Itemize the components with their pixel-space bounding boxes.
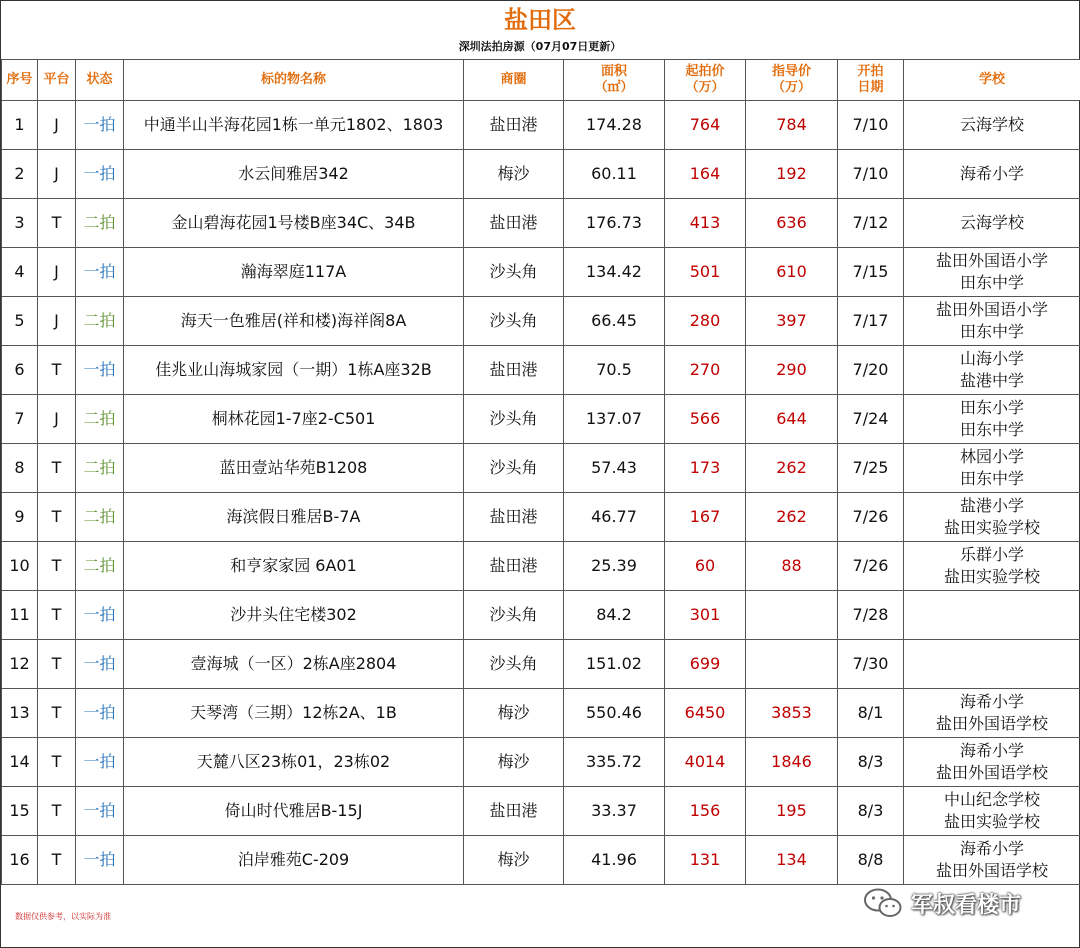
row-zone: 沙头角 bbox=[464, 640, 564, 689]
row-zone: 梅沙 bbox=[464, 150, 564, 199]
row-platform: T bbox=[38, 591, 76, 640]
row-school bbox=[904, 199, 1080, 248]
row-number: 13 bbox=[2, 689, 38, 738]
row-start-price: 280 bbox=[665, 297, 746, 346]
row-number: 7 bbox=[2, 395, 38, 444]
header-zone: 商圈 bbox=[464, 60, 564, 101]
row-platform: T bbox=[38, 346, 76, 395]
row-size: 176.73 bbox=[564, 199, 665, 248]
row-school bbox=[904, 836, 1080, 885]
row-zone: 沙头角 bbox=[464, 248, 564, 297]
table-row bbox=[2, 542, 1080, 591]
row-start-price: 156 bbox=[665, 787, 746, 836]
row-guide-price bbox=[746, 591, 838, 640]
row-guide-price: 784 bbox=[746, 101, 838, 150]
row-date: 7/26 bbox=[838, 493, 904, 542]
row-start-price: 167 bbox=[665, 493, 746, 542]
header-guide-price bbox=[746, 60, 838, 101]
school-primary: 海希小学 bbox=[959, 164, 1024, 183]
row-school bbox=[904, 101, 1080, 150]
row-zone: 盐田港 bbox=[464, 346, 564, 395]
row-property-name: 水云间雅居342 bbox=[124, 150, 464, 199]
row-status: 二拍 bbox=[76, 297, 124, 346]
row-size: 33.37 bbox=[564, 787, 665, 836]
row-guide-price: 644 bbox=[746, 395, 838, 444]
table-row bbox=[2, 199, 1080, 248]
row-property-name: 壹海城（一区）2栋A座2804 bbox=[124, 640, 464, 689]
header-date-line1: 开拍 bbox=[857, 64, 884, 79]
row-date: 7/28 bbox=[838, 591, 904, 640]
school-primary: 海希小学 bbox=[959, 839, 1024, 858]
row-start-price: 566 bbox=[665, 395, 746, 444]
school-secondary: 盐港中学 bbox=[959, 371, 1024, 390]
row-zone: 盐田港 bbox=[464, 493, 564, 542]
row-date: 7/30 bbox=[838, 640, 904, 689]
row-property-name: 天麓八区23栋01，23栋02 bbox=[124, 738, 464, 787]
row-size: 137.07 bbox=[564, 395, 665, 444]
row-status: 一拍 bbox=[76, 640, 124, 689]
table-row bbox=[2, 346, 1080, 395]
row-size: 57.43 bbox=[564, 444, 665, 493]
row-number: 15 bbox=[2, 787, 38, 836]
row-date: 8/3 bbox=[838, 738, 904, 787]
school-secondary: 田东中学 bbox=[959, 322, 1024, 341]
row-guide-price: 134 bbox=[746, 836, 838, 885]
row-platform: J bbox=[38, 395, 76, 444]
row-school bbox=[904, 689, 1080, 738]
row-property-name: 金山碧海花园1号楼B座34C、34B bbox=[124, 199, 464, 248]
row-property-name: 桐林花园1-7座2-C501 bbox=[124, 395, 464, 444]
row-property-name: 倚山时代雅居B-15J bbox=[124, 787, 464, 836]
row-platform: T bbox=[38, 199, 76, 248]
header-school: 学校 bbox=[904, 60, 1080, 101]
school-primary: 云海学校 bbox=[959, 115, 1024, 134]
header-start-unit: （万） bbox=[685, 80, 725, 95]
row-number: 10 bbox=[2, 542, 38, 591]
row-school bbox=[904, 444, 1080, 493]
header-start-price bbox=[665, 60, 746, 101]
row-school bbox=[904, 738, 1080, 787]
row-property-name: 蓝田壹站华苑B1208 bbox=[124, 444, 464, 493]
row-start-price: 501 bbox=[665, 248, 746, 297]
row-date: 8/8 bbox=[838, 836, 904, 885]
row-zone: 梅沙 bbox=[464, 738, 564, 787]
row-start-price: 4014 bbox=[665, 738, 746, 787]
row-platform: T bbox=[38, 689, 76, 738]
school-primary: 中山纪念学校 bbox=[943, 790, 1040, 809]
school-secondary: 盐田外国语学校 bbox=[935, 763, 1048, 782]
row-size: 70.5 bbox=[564, 346, 665, 395]
school-primary: 乐群小学 bbox=[959, 545, 1024, 564]
row-zone: 沙头角 bbox=[464, 297, 564, 346]
row-property-name: 瀚海翠庭117A bbox=[124, 248, 464, 297]
header-start-label: 起拍价 bbox=[685, 64, 725, 79]
watermark-text: 军叔看楼市 bbox=[911, 892, 1022, 918]
header-guide-unit: （万） bbox=[771, 80, 811, 95]
row-property-name: 和亨家家园 6A01 bbox=[124, 542, 464, 591]
row-status: 一拍 bbox=[76, 346, 124, 395]
school-secondary: 田东中学 bbox=[959, 273, 1024, 292]
row-guide-price: 3853 bbox=[746, 689, 838, 738]
row-size: 151.02 bbox=[564, 640, 665, 689]
row-status: 一拍 bbox=[76, 591, 124, 640]
row-size: 134.42 bbox=[564, 248, 665, 297]
header-size-unit: （㎡） bbox=[594, 80, 634, 95]
row-status: 二拍 bbox=[76, 199, 124, 248]
row-size: 46.77 bbox=[564, 493, 665, 542]
row-status: 二拍 bbox=[76, 395, 124, 444]
table-row bbox=[2, 640, 1080, 689]
row-date: 7/15 bbox=[838, 248, 904, 297]
row-platform: J bbox=[38, 150, 76, 199]
row-guide-price: 88 bbox=[746, 542, 838, 591]
row-guide-price: 1846 bbox=[746, 738, 838, 787]
row-date: 7/24 bbox=[838, 395, 904, 444]
row-zone: 沙头角 bbox=[464, 591, 564, 640]
watermark bbox=[863, 885, 1021, 921]
row-status: 一拍 bbox=[76, 738, 124, 787]
row-start-price: 699 bbox=[665, 640, 746, 689]
row-school bbox=[904, 346, 1080, 395]
row-date: 7/12 bbox=[838, 199, 904, 248]
row-platform: T bbox=[38, 493, 76, 542]
table-header-row bbox=[2, 60, 1080, 101]
row-status: 二拍 bbox=[76, 542, 124, 591]
table-row bbox=[2, 150, 1080, 199]
row-status: 二拍 bbox=[76, 493, 124, 542]
row-size: 335.72 bbox=[564, 738, 665, 787]
row-platform: T bbox=[38, 738, 76, 787]
row-number: 12 bbox=[2, 640, 38, 689]
page-title: 盐田区 bbox=[504, 6, 576, 34]
row-guide-price: 397 bbox=[746, 297, 838, 346]
row-platform: J bbox=[38, 297, 76, 346]
row-number: 8 bbox=[2, 444, 38, 493]
school-secondary: 盐田实验学校 bbox=[943, 567, 1040, 586]
row-start-price: 60 bbox=[665, 542, 746, 591]
row-school bbox=[904, 542, 1080, 591]
row-school bbox=[904, 297, 1080, 346]
row-guide-price: 636 bbox=[746, 199, 838, 248]
table-row bbox=[2, 101, 1080, 150]
row-size: 550.46 bbox=[564, 689, 665, 738]
row-property-name: 泊岸雅苑C-209 bbox=[124, 836, 464, 885]
row-property-name: 沙井头住宅楼302 bbox=[124, 591, 464, 640]
row-number: 2 bbox=[2, 150, 38, 199]
row-size: 66.45 bbox=[564, 297, 665, 346]
row-school bbox=[904, 640, 1080, 689]
row-guide-price bbox=[746, 640, 838, 689]
row-number: 6 bbox=[2, 346, 38, 395]
table-row bbox=[2, 836, 1080, 885]
table-row bbox=[2, 248, 1080, 297]
school-primary: 田东小学 bbox=[959, 398, 1024, 417]
school-primary: 盐田外国语小学 bbox=[935, 251, 1048, 270]
school-primary: 盐港小学 bbox=[959, 496, 1024, 515]
row-number: 16 bbox=[2, 836, 38, 885]
row-guide-price: 262 bbox=[746, 444, 838, 493]
row-status: 二拍 bbox=[76, 444, 124, 493]
row-school bbox=[904, 248, 1080, 297]
row-size: 174.28 bbox=[564, 101, 665, 150]
header-platform: 平台 bbox=[38, 60, 76, 101]
row-status: 一拍 bbox=[76, 101, 124, 150]
table-row bbox=[2, 395, 1080, 444]
row-zone: 梅沙 bbox=[464, 689, 564, 738]
row-property-name: 中通半山半海花园1栋一单元1802、1803 bbox=[124, 101, 464, 150]
wechat-icon bbox=[863, 887, 903, 919]
row-date: 7/26 bbox=[838, 542, 904, 591]
header-guide-label: 指导价 bbox=[771, 64, 811, 79]
row-zone: 沙头角 bbox=[464, 444, 564, 493]
row-school bbox=[904, 591, 1080, 640]
school-primary: 盐田外国语小学 bbox=[935, 300, 1048, 319]
row-number: 11 bbox=[2, 591, 38, 640]
row-status: 一拍 bbox=[76, 248, 124, 297]
table-row bbox=[2, 444, 1080, 493]
row-start-price: 164 bbox=[665, 150, 746, 199]
row-number: 9 bbox=[2, 493, 38, 542]
row-number: 3 bbox=[2, 199, 38, 248]
row-platform: T bbox=[38, 640, 76, 689]
row-guide-price: 290 bbox=[746, 346, 838, 395]
row-status: 一拍 bbox=[76, 689, 124, 738]
school-secondary: 盐田外国语学校 bbox=[935, 861, 1048, 880]
row-zone: 盐田港 bbox=[464, 542, 564, 591]
school-secondary: 盐田外国语学校 bbox=[935, 714, 1048, 733]
row-guide-price: 610 bbox=[746, 248, 838, 297]
row-guide-price: 195 bbox=[746, 787, 838, 836]
school-secondary: 田东中学 bbox=[959, 420, 1024, 439]
row-date: 8/1 bbox=[838, 689, 904, 738]
row-start-price: 301 bbox=[665, 591, 746, 640]
school-primary: 云海学校 bbox=[959, 213, 1024, 232]
row-start-price: 6450 bbox=[665, 689, 746, 738]
row-number: 5 bbox=[2, 297, 38, 346]
school-secondary: 盐田实验学校 bbox=[943, 518, 1040, 537]
row-status: 一拍 bbox=[76, 836, 124, 885]
row-zone: 盐田港 bbox=[464, 787, 564, 836]
row-platform: T bbox=[38, 787, 76, 836]
row-date: 8/3 bbox=[838, 787, 904, 836]
row-number: 1 bbox=[2, 101, 38, 150]
table-row bbox=[2, 591, 1080, 640]
row-platform: J bbox=[38, 101, 76, 150]
row-number: 4 bbox=[2, 248, 38, 297]
row-start-price: 131 bbox=[665, 836, 746, 885]
row-size: 41.96 bbox=[564, 836, 665, 885]
header-no: 序号 bbox=[2, 60, 38, 101]
table-row bbox=[2, 787, 1080, 836]
row-date: 7/10 bbox=[838, 150, 904, 199]
school-primary: 海希小学 bbox=[959, 741, 1024, 760]
school-secondary: 田东中学 bbox=[959, 469, 1024, 488]
header-name: 标的物名称 bbox=[124, 60, 464, 101]
school-secondary: 盐田实验学校 bbox=[943, 812, 1040, 831]
header-date-line2: 日期 bbox=[857, 80, 884, 95]
header-date bbox=[838, 60, 904, 101]
row-date: 7/17 bbox=[838, 297, 904, 346]
school-primary: 海希小学 bbox=[959, 692, 1024, 711]
row-platform: T bbox=[38, 836, 76, 885]
row-start-price: 173 bbox=[665, 444, 746, 493]
header-size bbox=[564, 60, 665, 101]
table-row bbox=[2, 297, 1080, 346]
header-status: 状态 bbox=[76, 60, 124, 101]
table-row bbox=[2, 738, 1080, 787]
row-guide-price: 192 bbox=[746, 150, 838, 199]
row-zone: 梅沙 bbox=[464, 836, 564, 885]
disclaimer-note: 数据仅供参考，以实际为准 bbox=[15, 912, 111, 921]
row-start-price: 413 bbox=[665, 199, 746, 248]
row-school bbox=[904, 150, 1080, 199]
table-body bbox=[2, 101, 1080, 885]
row-school bbox=[904, 395, 1080, 444]
row-status: 一拍 bbox=[76, 150, 124, 199]
row-guide-price: 262 bbox=[746, 493, 838, 542]
row-size: 84.2 bbox=[564, 591, 665, 640]
table-row bbox=[2, 493, 1080, 542]
row-school bbox=[904, 493, 1080, 542]
row-zone: 沙头角 bbox=[464, 395, 564, 444]
row-number: 14 bbox=[2, 738, 38, 787]
listing-table bbox=[1, 59, 1080, 885]
row-size: 25.39 bbox=[564, 542, 665, 591]
row-property-name: 海滨假日雅居B-7A bbox=[124, 493, 464, 542]
row-start-price: 764 bbox=[665, 101, 746, 150]
header-size-label: 面积 bbox=[600, 64, 627, 79]
row-school bbox=[904, 787, 1080, 836]
row-start-price: 270 bbox=[665, 346, 746, 395]
row-property-name: 海天一色雅居(祥和楼)海祥阁8A bbox=[124, 297, 464, 346]
row-date: 7/20 bbox=[838, 346, 904, 395]
row-platform: T bbox=[38, 444, 76, 493]
row-date: 7/10 bbox=[838, 101, 904, 150]
row-platform: T bbox=[38, 542, 76, 591]
page-subtitle: 深圳法拍房源（07月07日更新） bbox=[458, 40, 622, 53]
table-row bbox=[2, 689, 1080, 738]
row-date: 7/25 bbox=[838, 444, 904, 493]
school-primary: 山海小学 bbox=[959, 349, 1024, 368]
row-property-name: 天琴湾（三期）12栋2A、1B bbox=[124, 689, 464, 738]
row-platform: J bbox=[38, 248, 76, 297]
row-zone: 盐田港 bbox=[464, 199, 564, 248]
row-property-name: 佳兆业山海城家园（一期）1栋A座32B bbox=[124, 346, 464, 395]
row-zone: 盐田港 bbox=[464, 101, 564, 150]
row-status: 一拍 bbox=[76, 787, 124, 836]
row-size: 60.11 bbox=[564, 150, 665, 199]
school-primary: 林园小学 bbox=[959, 447, 1024, 466]
